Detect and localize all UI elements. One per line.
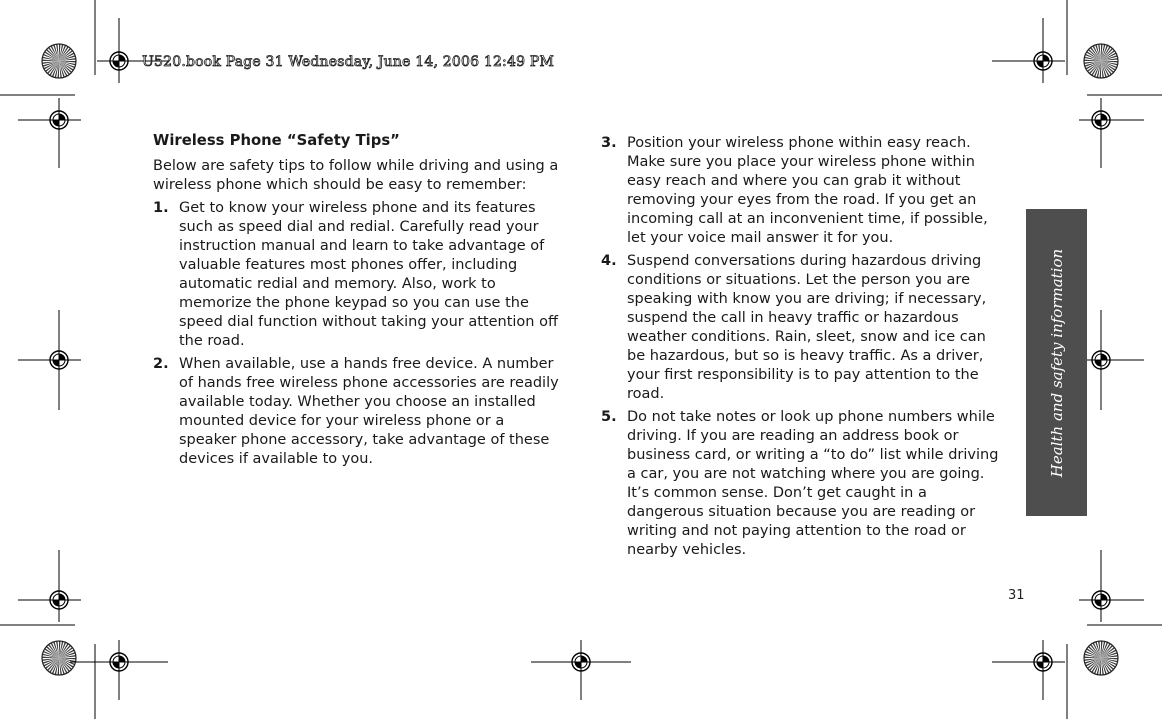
step-text: Get to know your wireless phone and its features such as speed dial and redial. Carefully read your instruction manual and learn to take advantage of valuable features most phones offer, including automatic redial and memory. Also, work to memorize the phone keypad so you can use the speed dial function without taking your attention off the road. <box>179 200 558 349</box>
side-tab-label: Health and safety information <box>1047 248 1066 477</box>
intro-paragraph: Below are safety tips to follow while driving and using a wireless phone which should be easy to remember: <box>153 158 559 193</box>
step-text: Suspend conversations during hazardous driving conditions or situations. Let the person you are speaking with know you are driving; if necessary, suspend the call in heavy traffic or hazardous weather conditions. Rain, sleet, snow and ice can be hazardous, but so is heavy traffic. As a driver, your first responsibility is to pay attention to the road. <box>627 253 987 402</box>
left-column <box>153 131 559 473</box>
step-item <box>601 134 1007 248</box>
section-side-tab <box>1026 209 1087 516</box>
step-number: 4. <box>601 253 617 269</box>
step-number: 2. <box>153 356 169 372</box>
page-number: 31 <box>1008 588 1025 603</box>
step-text: When available, use a hands free device. A number of hands free wireless phone accessories are readily available today. Whether you choose an installed mounted device for your wireless phone or a speaker phone accessory, take advantage of these devices if available to you. <box>179 356 559 467</box>
step-item <box>601 252 1007 404</box>
starburst-target-icon <box>1084 44 1118 78</box>
right-column <box>601 134 1007 564</box>
starburst-target-icon <box>42 44 76 78</box>
step-text: Position your wireless phone within easy reach. Make sure you place your wireless phone within easy reach and where you can grab it without removing your eyes from the road. If you get an incoming call at an inconvenient time, if possible, let your voice mail answer it for you. <box>627 135 988 246</box>
starburst-target-icon <box>1084 641 1118 675</box>
starburst-target-icon <box>42 641 76 675</box>
section-title: Wireless Phone “Safety Tips” <box>153 132 400 149</box>
step-text: Do not take notes or look up phone numbers while driving. If you are reading an address book or business card, or writing a “to do” list while driving a car, you are not watching where you are going. It’s common sense. Don’t get caught in a dangerous situation because you are reading or writing and not paying attention to the road or nearby vehicles. <box>627 409 999 558</box>
step-item <box>153 199 559 351</box>
step-number: 1. <box>153 200 169 216</box>
step-item <box>601 408 1007 560</box>
step-number: 5. <box>601 409 617 425</box>
step-item <box>153 355 559 469</box>
print-header-stamp: U520.book Page 31 Wednesday, June 14, 2006 12:49 PM <box>142 54 554 70</box>
step-number: 3. <box>601 135 617 151</box>
